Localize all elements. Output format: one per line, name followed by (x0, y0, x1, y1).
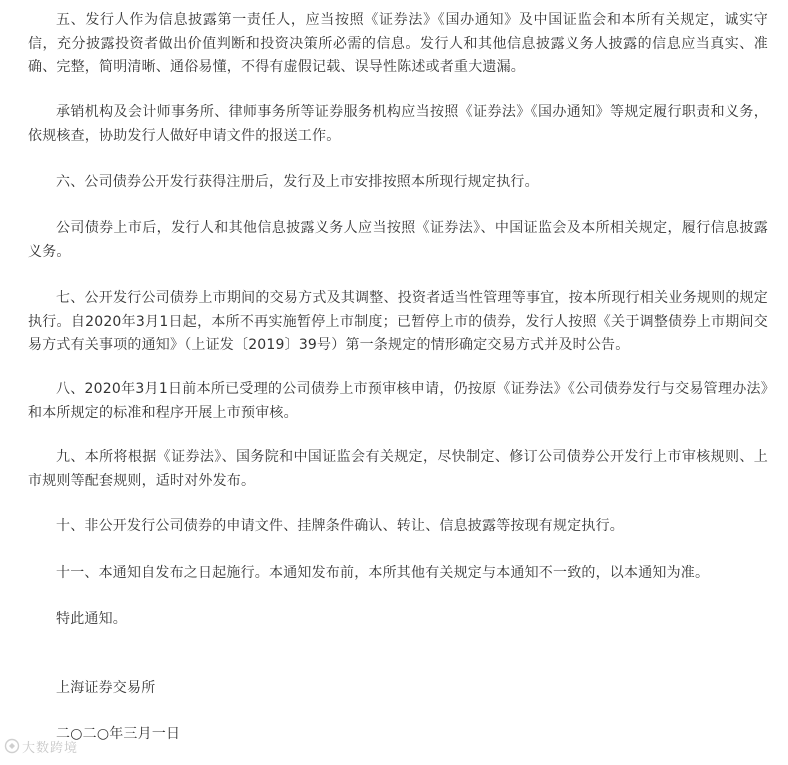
paragraph-8: 八、2020年3月1日前本所已受理的公司债券上市预审核申请，仍按原《证券法》《公司债券发行与交易管理办法》和本所规定的标准和程序开展上市预审核。 (28, 381, 768, 421)
paragraph-9: 九、本所将根据《证券法》、国务院和中国证监会有关规定，尽快制定、修订公司债券公开发行上市审核规则、上市规则等配套规则，适时对外发布。 (28, 449, 768, 489)
watermark-logo-icon (4, 738, 20, 754)
paragraph-5: 五、发行人作为信息披露第一责任人，应当按照《证券法》《国办通知》及中国证监会和本所有关规定，诚实守信，充分披露投资者做出价值判断和投资决策所必需的信息。发行人和其他信息披露义务人披露的信息应当真实、准确、完整，简明清晰、通俗易懂，不得有虚假记载、误导性陈述或者重大遗漏。 (28, 12, 768, 75)
paragraph-11: 十一、本通知自发布之日起施行。本通知发布前，本所其他有关规定与本通知不一致的，以本通知为准。 (56, 565, 710, 581)
issue-date: 二○二○年三月一日 (56, 726, 181, 742)
paragraph-5-supplement: 承销机构及会计师事务所、律师事务所等证券服务机构应当按照《证券法》《国办通知》等规定履行职责和义务，依规核查，协助发行人做好申请文件的报送工作。 (28, 104, 768, 144)
paragraph-7: 七、公开发行公司债券上市期间的交易方式及其调整、投资者适当性管理等事宜，按本所现行相关业务规则的规定执行。自2020年3月1日起，本所不再实施暂停上市制度；已暂停上市的债券，发行人按照《关于调整债券上市期间交易方式有关事项的通知》（上证发〔2019〕39号）第一条规定的情形确定交易方式并及时公告。 (28, 290, 768, 353)
paragraph-6-supplement: 公司债券上市后，发行人和其他信息披露义务人应当按照《证券法》、中国证监会及本所相关规定，履行信息披露义务。 (28, 220, 768, 260)
paragraph-6: 六、公司债券公开发行获得注册后，发行及上市安排按照本所现行规定执行。 (56, 174, 539, 190)
closing-line: 特此通知。 (56, 611, 127, 627)
watermark-text: 大数跨境 (22, 740, 79, 756)
watermark (4, 736, 78, 756)
paragraph-10: 十、非公开发行公司债券的申请文件、挂牌条件确认、转让、信息披露等按现有规定执行。 (56, 518, 624, 534)
issuer-name: 上海证券交易所 (56, 680, 156, 696)
